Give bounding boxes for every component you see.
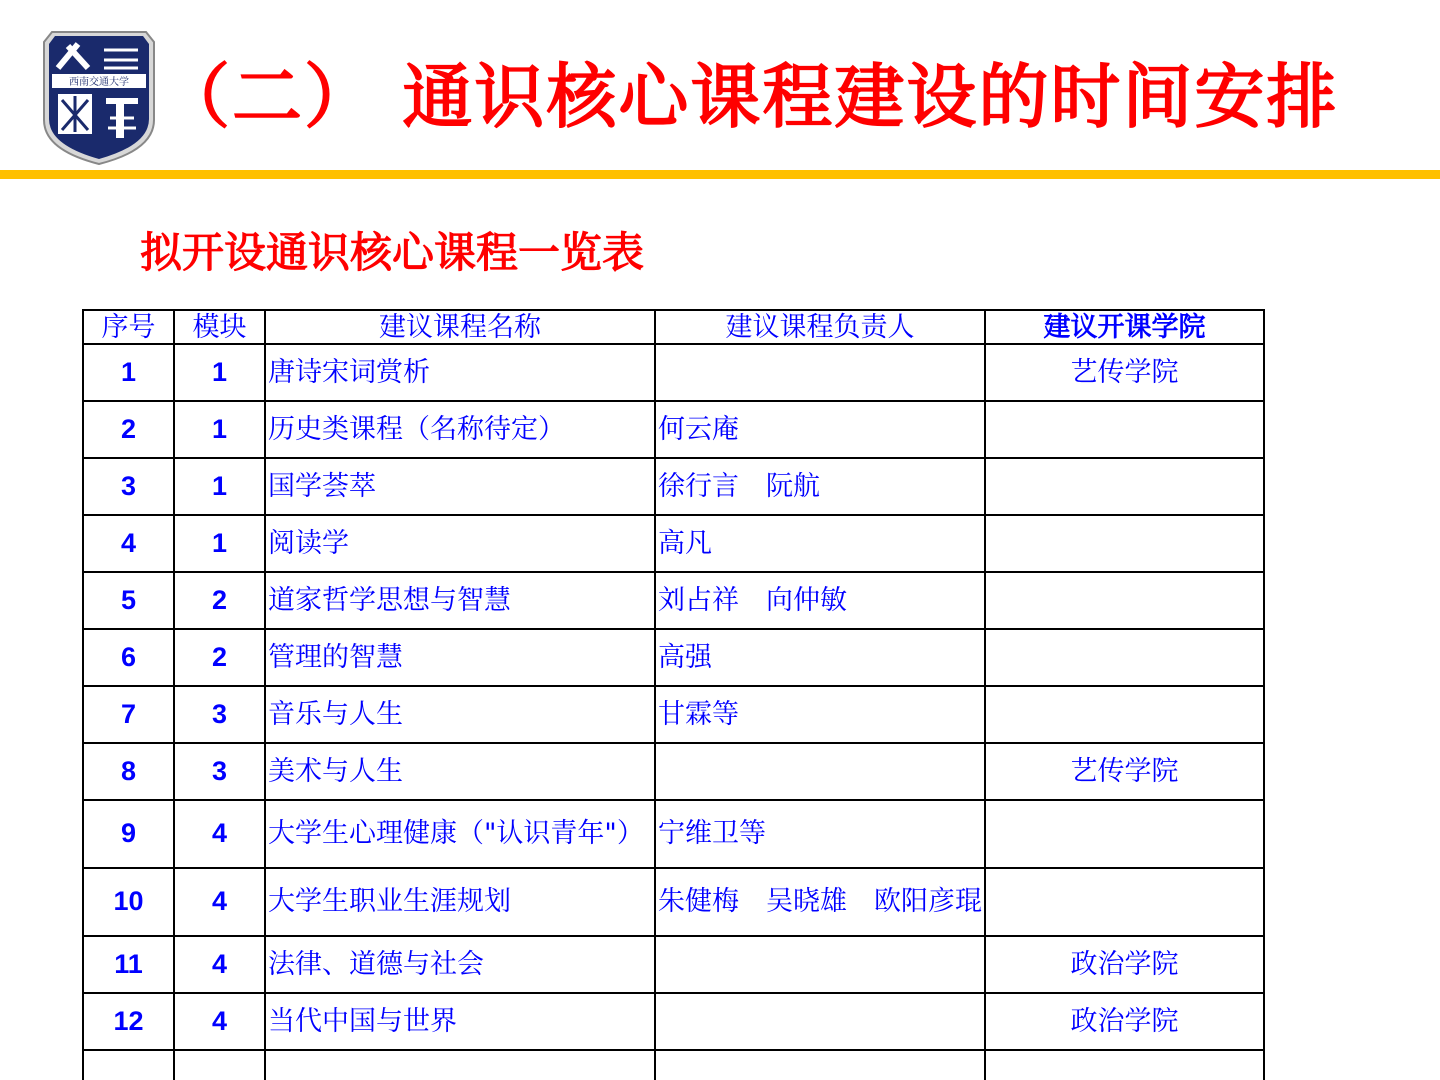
cell-college: 艺传学院 — [985, 344, 1264, 401]
cell-person: 何云庵 — [655, 401, 985, 458]
cell-course: 阅读学 — [265, 515, 655, 572]
column-header-person: 建议课程负责人 — [655, 310, 985, 344]
cell-module: 2 — [174, 629, 265, 686]
cell-no: 9 — [83, 800, 174, 868]
cell-no: 8 — [83, 743, 174, 800]
table-row — [83, 936, 1264, 993]
cell-college: 政治学院 — [985, 936, 1264, 993]
table-title: 拟开设通识核心课程一览表 — [140, 228, 645, 277]
cell-person: 高强 — [655, 629, 985, 686]
table-row — [83, 458, 1264, 515]
cell-no: 5 — [83, 572, 174, 629]
table-row — [83, 401, 1264, 458]
cell-college — [985, 458, 1264, 515]
cell-person: 朱健梅 吴晓雄 欧阳彦琨 — [655, 868, 985, 936]
table-header-row — [83, 310, 1264, 344]
cell-person: 宁维卫等 — [655, 800, 985, 868]
logo-text: 西南交通大学 — [69, 77, 129, 88]
cell-course: 音乐与人生 — [265, 686, 655, 743]
cell-person: 甘霖等 — [655, 686, 985, 743]
cell-person: 高凡 — [655, 515, 985, 572]
cell-module: 1 — [174, 458, 265, 515]
cell-course: 当代中国与世界 — [265, 993, 655, 1050]
cell-module: 3 — [174, 686, 265, 743]
cell-no: 7 — [83, 686, 174, 743]
table-row — [83, 868, 1264, 936]
cell-course: 大学生心理健康（"认识青年"） — [265, 800, 655, 868]
cell-module: 4 — [174, 868, 265, 936]
university-seal-icon — [38, 28, 160, 166]
title-underline-bar — [0, 170, 1440, 179]
cell-module: 4 — [174, 936, 265, 993]
cell-no: 2 — [83, 401, 174, 458]
cell-college — [985, 1050, 1264, 1080]
cell-college — [985, 686, 1264, 743]
table-row — [83, 743, 1264, 800]
cell-course: 国学荟萃 — [265, 458, 655, 515]
cell-no: 1 — [83, 344, 174, 401]
cell-course — [265, 1050, 655, 1080]
table-row — [83, 800, 1264, 868]
cell-no — [83, 1050, 174, 1080]
cell-module: 3 — [174, 743, 265, 800]
cell-course: 大学生职业生涯规划 — [265, 868, 655, 936]
table-row — [83, 515, 1264, 572]
cell-no: 4 — [83, 515, 174, 572]
cell-no: 12 — [83, 993, 174, 1050]
table-row — [83, 344, 1264, 401]
column-header-college: 建议开课学院 — [985, 310, 1264, 344]
cell-course: 道家哲学思想与智慧 — [265, 572, 655, 629]
cell-person — [655, 743, 985, 800]
cell-no: 3 — [83, 458, 174, 515]
cell-course: 美术与人生 — [265, 743, 655, 800]
cell-person: 刘占祥 向仲敏 — [655, 572, 985, 629]
cell-no: 10 — [83, 868, 174, 936]
cell-no: 11 — [83, 936, 174, 993]
cell-module: 4 — [174, 993, 265, 1050]
table-row — [83, 572, 1264, 629]
table-row — [83, 686, 1264, 743]
cell-course: 历史类课程（名称待定） — [265, 401, 655, 458]
cell-person — [655, 993, 985, 1050]
cell-module: 1 — [174, 344, 265, 401]
table-row — [83, 993, 1264, 1050]
cell-course: 法律、道德与社会 — [265, 936, 655, 993]
cell-module: 1 — [174, 401, 265, 458]
column-header-no: 序号 — [83, 310, 174, 344]
cell-college — [985, 515, 1264, 572]
cell-no: 6 — [83, 629, 174, 686]
cell-person — [655, 344, 985, 401]
cell-person — [655, 936, 985, 993]
cell-module — [174, 1050, 265, 1080]
cell-college — [985, 629, 1264, 686]
cell-college — [985, 868, 1264, 936]
cell-college: 艺传学院 — [985, 743, 1264, 800]
cell-college — [985, 800, 1264, 868]
column-header-module: 模块 — [174, 310, 265, 344]
cell-college: 政治学院 — [985, 993, 1264, 1050]
table-row — [83, 1050, 1264, 1080]
cell-course: 管理的智慧 — [265, 629, 655, 686]
column-header-course: 建议课程名称 — [265, 310, 655, 344]
cell-module: 1 — [174, 515, 265, 572]
cell-module: 2 — [174, 572, 265, 629]
cell-person — [655, 1050, 985, 1080]
course-table — [82, 309, 1265, 1080]
cell-person: 徐行言 阮航 — [655, 458, 985, 515]
cell-college — [985, 401, 1264, 458]
page-title: （二） 通识核心课程建设的时间安排 — [160, 56, 1339, 138]
table-row — [83, 629, 1264, 686]
cell-college — [985, 572, 1264, 629]
cell-module: 4 — [174, 800, 265, 868]
cell-course: 唐诗宋词赏析 — [265, 344, 655, 401]
